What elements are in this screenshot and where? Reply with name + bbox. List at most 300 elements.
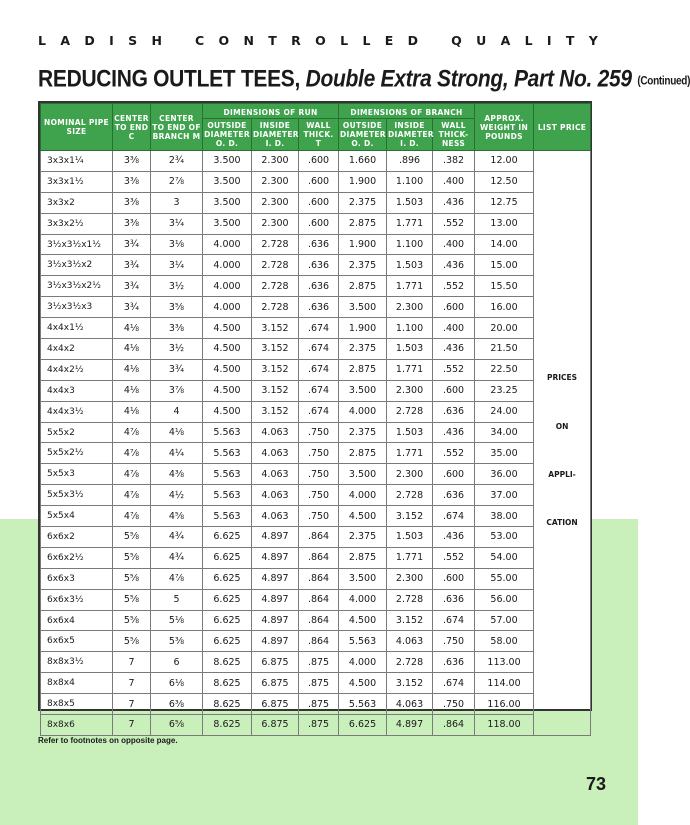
cell-run-wall: .875	[299, 673, 339, 694]
cell-run-od: 6.625	[203, 568, 252, 589]
cell-branch-wall: .436	[433, 255, 475, 276]
header-letter: N	[243, 33, 254, 48]
cell-run-id: 2.300	[252, 151, 299, 172]
cell-center-c: 4⅞	[113, 443, 151, 464]
cell-branch-id: 2.300	[387, 464, 433, 485]
cell-branch-od: 5.563	[339, 694, 387, 715]
cell-run-od: 3.500	[203, 192, 252, 213]
cell-run-id: 4.063	[252, 464, 299, 485]
table-row	[41, 673, 591, 694]
cell-branch-wall: .600	[433, 380, 475, 401]
col-header-center-m: CENTER TO END OF BRANCH M	[151, 104, 203, 151]
cell-center-m: 3½	[151, 339, 203, 360]
cell-center-m: 5	[151, 589, 203, 610]
cell-size: 3x3x2	[41, 192, 113, 213]
col-header-run-od: OUTSIDE DIAMETER O. D.	[203, 119, 252, 151]
table-row	[41, 192, 591, 213]
cell-size: 5x5x3	[41, 464, 113, 485]
price-column-cell	[534, 151, 591, 736]
cell-branch-id: 2.300	[387, 568, 433, 589]
cell-weight: 12.00	[475, 151, 534, 172]
cell-run-wall: .674	[299, 318, 339, 339]
cell-center-m: 3⅝	[151, 297, 203, 318]
cell-branch-od: 2.875	[339, 359, 387, 380]
table-row	[41, 380, 591, 401]
cell-branch-wall: .600	[433, 568, 475, 589]
cell-run-od: 5.563	[203, 485, 252, 506]
header-letter: Y	[588, 33, 598, 48]
cell-run-id: 4.897	[252, 589, 299, 610]
cell-center-c: 7	[113, 652, 151, 673]
cell-weight: 13.00	[475, 213, 534, 234]
cell-center-c: 3¾	[113, 255, 151, 276]
cell-run-od: 8.625	[203, 694, 252, 715]
cell-run-id: 4.063	[252, 506, 299, 527]
cell-weight: 38.00	[475, 506, 534, 527]
cell-run-id: 2.728	[252, 297, 299, 318]
cell-branch-wall: .382	[433, 151, 475, 172]
cell-branch-id: 4.897	[387, 715, 433, 736]
table-row	[41, 547, 591, 568]
table-row	[41, 485, 591, 506]
cell-weight: 56.00	[475, 589, 534, 610]
cell-run-wall: .636	[299, 276, 339, 297]
cell-run-od: 4.500	[203, 339, 252, 360]
col-group-run: DIMENSIONS OF RUN	[203, 104, 339, 119]
cell-run-id: 3.152	[252, 380, 299, 401]
title-main: REDUCING OUTLET TEES,	[38, 66, 306, 93]
cell-center-m: 4¾	[151, 527, 203, 548]
table-row	[41, 422, 591, 443]
cell-run-id: 3.152	[252, 339, 299, 360]
cell-weight: 116.00	[475, 694, 534, 715]
table-row	[41, 506, 591, 527]
cell-center-m: 3½	[151, 276, 203, 297]
table-row	[41, 151, 591, 172]
cell-branch-id: 1.771	[387, 547, 433, 568]
cell-branch-id: 1.503	[387, 192, 433, 213]
cell-run-id: 2.728	[252, 255, 299, 276]
cell-branch-od: 4.000	[339, 589, 387, 610]
cell-center-c: 4⅛	[113, 318, 151, 339]
header-letter: D	[407, 33, 419, 48]
cell-run-wall: .864	[299, 631, 339, 652]
cell-branch-wall: .552	[433, 443, 475, 464]
cell-run-od: 8.625	[203, 673, 252, 694]
cell-run-od: 4.500	[203, 380, 252, 401]
cell-branch-od: 5.563	[339, 631, 387, 652]
cell-branch-od: 3.500	[339, 297, 387, 318]
cell-center-m: 4⅜	[151, 464, 203, 485]
cell-branch-od: 2.375	[339, 255, 387, 276]
cell-run-od: 4.000	[203, 234, 252, 255]
cell-center-m: 3	[151, 192, 203, 213]
cell-branch-wall: .864	[433, 715, 475, 736]
cell-branch-od: 2.375	[339, 192, 387, 213]
cell-center-c: 4⅞	[113, 485, 151, 506]
table-row	[41, 255, 591, 276]
cell-branch-od: 3.500	[339, 464, 387, 485]
header-letter: E	[384, 33, 394, 48]
cell-center-m: 6⅛	[151, 673, 203, 694]
cell-branch-wall: .552	[433, 547, 475, 568]
cell-center-c: 7	[113, 673, 151, 694]
cell-size: 8x8x5	[41, 694, 113, 715]
price-note-line: CATION	[546, 518, 578, 527]
col-header-branch-wall: WALL THICK-NESS	[433, 119, 475, 151]
col-header-run-wall: WALL THICK. T	[299, 119, 339, 151]
cell-run-wall: .750	[299, 443, 339, 464]
cell-weight: 34.00	[475, 422, 534, 443]
cell-run-od: 6.625	[203, 631, 252, 652]
cell-branch-od: 2.875	[339, 276, 387, 297]
title-continued: (Continued)	[637, 75, 690, 88]
cell-center-c: 4⅛	[113, 339, 151, 360]
cell-branch-id: 2.728	[387, 589, 433, 610]
cell-run-wall: .674	[299, 359, 339, 380]
cell-center-c: 5⅝	[113, 631, 151, 652]
table-row	[41, 694, 591, 715]
col-header-branch-od: OUTSIDE DIAMETER O. D.	[339, 119, 387, 151]
cell-size: 3½x3½x2	[41, 255, 113, 276]
table-row	[41, 339, 591, 360]
cell-size: 4x4x2½	[41, 359, 113, 380]
cell-run-od: 5.563	[203, 422, 252, 443]
cell-run-wall: .864	[299, 527, 339, 548]
cell-center-c: 5⅝	[113, 568, 151, 589]
cell-run-wall: .600	[299, 151, 339, 172]
cell-run-id: 6.875	[252, 694, 299, 715]
cell-size: 8x8x4	[41, 673, 113, 694]
cell-size: 5x5x4	[41, 506, 113, 527]
cell-weight: 54.00	[475, 547, 534, 568]
cell-run-id: 2.728	[252, 276, 299, 297]
page-title	[38, 66, 690, 94]
cell-branch-od: 1.900	[339, 171, 387, 192]
cell-branch-id: 4.063	[387, 631, 433, 652]
cell-center-c: 5⅝	[113, 547, 151, 568]
cell-weight: 16.00	[475, 297, 534, 318]
cell-center-m: 3¾	[151, 359, 203, 380]
cell-run-wall: .875	[299, 694, 339, 715]
cell-center-m: 4¼	[151, 443, 203, 464]
cell-size: 3x3x1¼	[41, 151, 113, 172]
cell-branch-od: 4.500	[339, 610, 387, 631]
cell-size: 4x4x1½	[41, 318, 113, 339]
cell-run-id: 4.063	[252, 485, 299, 506]
cell-branch-wall: .552	[433, 359, 475, 380]
table-row	[41, 297, 591, 318]
cell-branch-od: 4.500	[339, 673, 387, 694]
cell-run-id: 6.875	[252, 715, 299, 736]
cell-branch-id: .896	[387, 151, 433, 172]
price-note-line: PRICES	[546, 373, 578, 382]
cell-branch-od: 3.500	[339, 568, 387, 589]
cell-center-c: 3¾	[113, 276, 151, 297]
cell-run-od: 3.500	[203, 171, 252, 192]
cell-branch-wall: .636	[433, 652, 475, 673]
cell-center-c: 5⅝	[113, 610, 151, 631]
cell-weight: 118.00	[475, 715, 534, 736]
cell-center-m: 3⅛	[151, 234, 203, 255]
cell-branch-wall: .400	[433, 234, 475, 255]
table-row	[41, 715, 591, 736]
dimensions-table	[40, 103, 591, 736]
cell-branch-id: 1.100	[387, 171, 433, 192]
cell-run-id: 4.897	[252, 568, 299, 589]
cell-run-od: 5.563	[203, 464, 252, 485]
title-italic: Double Extra Strong, Part No. 259	[305, 66, 632, 93]
table-row	[41, 464, 591, 485]
cell-run-wall: .875	[299, 715, 339, 736]
table-row	[41, 401, 591, 422]
cell-weight: 12.75	[475, 192, 534, 213]
cell-center-m: 5⅛	[151, 610, 203, 631]
table-row	[41, 610, 591, 631]
cell-run-wall: .674	[299, 380, 339, 401]
header-letter: D	[84, 33, 95, 48]
cell-branch-id: 1.503	[387, 422, 433, 443]
cell-run-id: 4.897	[252, 527, 299, 548]
cell-center-c: 3⅜	[113, 213, 151, 234]
cell-center-c: 4⅞	[113, 422, 151, 443]
cell-center-c: 3⅜	[113, 151, 151, 172]
cell-run-wall: .750	[299, 464, 339, 485]
cell-run-od: 8.625	[203, 652, 252, 673]
cell-branch-id: 4.063	[387, 694, 433, 715]
cell-run-id: 2.300	[252, 213, 299, 234]
cell-run-wall: .750	[299, 422, 339, 443]
cell-run-od: 4.500	[203, 401, 252, 422]
cell-branch-wall: .600	[433, 464, 475, 485]
cell-size: 6x6x2½	[41, 547, 113, 568]
cell-run-od: 5.563	[203, 506, 252, 527]
cell-center-m: 5⅜	[151, 631, 203, 652]
cell-branch-od: 6.625	[339, 715, 387, 736]
cell-center-c: 5⅝	[113, 527, 151, 548]
cell-branch-id: 1.503	[387, 255, 433, 276]
cell-branch-od: 2.875	[339, 213, 387, 234]
col-header-weight: APPROX. WEIGHT IN POUNDS	[475, 104, 534, 151]
cell-weight: 57.00	[475, 610, 534, 631]
cell-run-id: 4.897	[252, 610, 299, 631]
cell-size: 3x3x2½	[41, 213, 113, 234]
cell-center-m: 4⅛	[151, 422, 203, 443]
cell-center-c: 7	[113, 715, 151, 736]
cell-run-id: 2.728	[252, 234, 299, 255]
header-letter: I	[546, 33, 552, 48]
cell-run-id: 4.897	[252, 631, 299, 652]
cell-center-m: 3¼	[151, 213, 203, 234]
col-header-run-id: INSIDE DIAMETER I. D.	[252, 119, 299, 151]
cell-branch-od: 2.375	[339, 339, 387, 360]
cell-center-c: 7	[113, 694, 151, 715]
cell-run-od: 4.000	[203, 255, 252, 276]
col-header-size: NOMINAL PIPE SIZE	[41, 104, 113, 151]
cell-weight: 37.00	[475, 485, 534, 506]
price-note-line: ON	[555, 422, 569, 431]
cell-size: 5x5x3½	[41, 485, 113, 506]
header-letter: A	[500, 33, 511, 48]
table-row	[41, 443, 591, 464]
cell-run-wall: .864	[299, 610, 339, 631]
cell-run-od: 6.625	[203, 527, 252, 548]
cell-center-c: 5⅝	[113, 589, 151, 610]
header-letter: C	[194, 33, 205, 48]
cell-run-od: 6.625	[203, 589, 252, 610]
cell-branch-wall: .436	[433, 422, 475, 443]
cell-branch-id: 1.771	[387, 213, 433, 234]
cell-branch-od: 2.875	[339, 443, 387, 464]
cell-run-id: 4.063	[252, 443, 299, 464]
cell-run-od: 4.500	[203, 359, 252, 380]
cell-branch-od: 4.000	[339, 652, 387, 673]
cell-size: 3½x3½x3	[41, 297, 113, 318]
cell-branch-wall: .400	[433, 171, 475, 192]
header-letter: H	[151, 33, 162, 48]
cell-size: 5x5x2½	[41, 443, 113, 464]
cell-run-wall: .674	[299, 339, 339, 360]
cell-center-c: 3¾	[113, 297, 151, 318]
header-letter: I	[109, 33, 114, 48]
cell-run-wall: .636	[299, 234, 339, 255]
cell-branch-wall: .636	[433, 589, 475, 610]
cell-run-od: 6.625	[203, 610, 252, 631]
cell-branch-id: 1.771	[387, 359, 433, 380]
footnote: Refer to footnotes on opposite page.	[38, 736, 178, 745]
cell-weight: 53.00	[475, 527, 534, 548]
table-row	[41, 652, 591, 673]
cell-run-id: 4.063	[252, 422, 299, 443]
cell-branch-id: 2.300	[387, 380, 433, 401]
cell-run-wall: .864	[299, 568, 339, 589]
cell-center-m: 4⅝	[151, 506, 203, 527]
cell-center-c: 3¾	[113, 234, 151, 255]
table-row	[41, 213, 591, 234]
cell-branch-id: 3.152	[387, 673, 433, 694]
cell-branch-od: 4.500	[339, 506, 387, 527]
cell-size: 3x3x1½	[41, 171, 113, 192]
cell-size: 6x6x2	[41, 527, 113, 548]
cell-weight: 12.50	[475, 171, 534, 192]
cell-run-wall: .600	[299, 213, 339, 234]
cell-run-wall: .674	[299, 401, 339, 422]
cell-weight: 15.00	[475, 255, 534, 276]
cell-run-wall: .864	[299, 589, 339, 610]
cell-weight: 20.00	[475, 318, 534, 339]
header-letter: Q	[451, 33, 462, 48]
table-row	[41, 568, 591, 589]
table-row	[41, 318, 591, 339]
cell-run-id: 2.300	[252, 192, 299, 213]
cell-weight: 24.00	[475, 401, 534, 422]
cell-branch-id: 1.503	[387, 339, 433, 360]
cell-weight: 14.00	[475, 234, 534, 255]
cell-branch-id: 2.728	[387, 485, 433, 506]
cell-run-od: 4.000	[203, 276, 252, 297]
table-row	[41, 589, 591, 610]
cell-run-id: 6.875	[252, 673, 299, 694]
cell-branch-id: 1.503	[387, 527, 433, 548]
cell-branch-od: 2.375	[339, 422, 387, 443]
cell-weight: 36.00	[475, 464, 534, 485]
cell-branch-wall: .552	[433, 213, 475, 234]
cell-center-c: 3⅜	[113, 192, 151, 213]
cell-size: 6x6x4	[41, 610, 113, 631]
cell-branch-od: 2.375	[339, 527, 387, 548]
cell-size: 3½x3½x2½	[41, 276, 113, 297]
col-header-price: LIST PRICE	[534, 104, 591, 151]
cell-branch-id: 3.152	[387, 506, 433, 527]
cell-center-m: 6⅜	[151, 694, 203, 715]
col-header-center-c: CENTER TO END C	[113, 104, 151, 151]
cell-size: 6x6x3	[41, 568, 113, 589]
cell-run-od: 6.625	[203, 547, 252, 568]
table-row	[41, 171, 591, 192]
cell-center-c: 4⅛	[113, 359, 151, 380]
col-header-branch-id: INSIDE DIAMETER I. D.	[387, 119, 433, 151]
cell-run-wall: .636	[299, 297, 339, 318]
cell-branch-od: 4.000	[339, 485, 387, 506]
table-row	[41, 359, 591, 380]
cell-run-wall: .600	[299, 192, 339, 213]
cell-run-od: 3.500	[203, 213, 252, 234]
cell-size: 5x5x2	[41, 422, 113, 443]
cell-branch-od: 1.660	[339, 151, 387, 172]
cell-center-c: 4⅞	[113, 464, 151, 485]
cell-branch-wall: .674	[433, 673, 475, 694]
cell-weight: 35.00	[475, 443, 534, 464]
cell-branch-wall: .636	[433, 485, 475, 506]
cell-branch-wall: .750	[433, 631, 475, 652]
cell-branch-id: 3.152	[387, 610, 433, 631]
cell-branch-wall: .436	[433, 192, 475, 213]
price-note-line: APPLI-	[548, 470, 576, 479]
header-letter: R	[291, 33, 301, 48]
header-letter: T	[565, 33, 575, 48]
cell-run-wall: .875	[299, 652, 339, 673]
cell-size: 8x8x6	[41, 715, 113, 736]
header-letter: A	[60, 33, 70, 48]
cell-run-od: 8.625	[203, 715, 252, 736]
cell-center-m: 4¾	[151, 547, 203, 568]
cell-run-od: 3.500	[203, 151, 252, 172]
table-row	[41, 234, 591, 255]
cell-center-m: 3⅞	[151, 380, 203, 401]
cell-branch-wall: .750	[433, 694, 475, 715]
cell-size: 4x4x3	[41, 380, 113, 401]
cell-run-id: 2.300	[252, 171, 299, 192]
page-number: 73	[586, 774, 607, 794]
cell-center-c: 4⅞	[113, 506, 151, 527]
cell-run-wall: .864	[299, 547, 339, 568]
cell-center-c: 3⅜	[113, 171, 151, 192]
header-letter	[432, 33, 436, 48]
cell-branch-id: 1.100	[387, 234, 433, 255]
header-letter	[176, 33, 180, 48]
cell-branch-wall: .552	[433, 276, 475, 297]
cell-branch-id: 1.771	[387, 443, 433, 464]
cell-center-m: 3⅜	[151, 318, 203, 339]
cell-weight: 15.50	[475, 276, 534, 297]
cell-run-id: 3.152	[252, 359, 299, 380]
cell-center-m: 2¾	[151, 151, 203, 172]
cell-branch-id: 2.728	[387, 401, 433, 422]
cell-branch-wall: .436	[433, 339, 475, 360]
cell-weight: 58.00	[475, 631, 534, 652]
cell-run-od: 5.563	[203, 443, 252, 464]
cell-size: 4x4x3½	[41, 401, 113, 422]
